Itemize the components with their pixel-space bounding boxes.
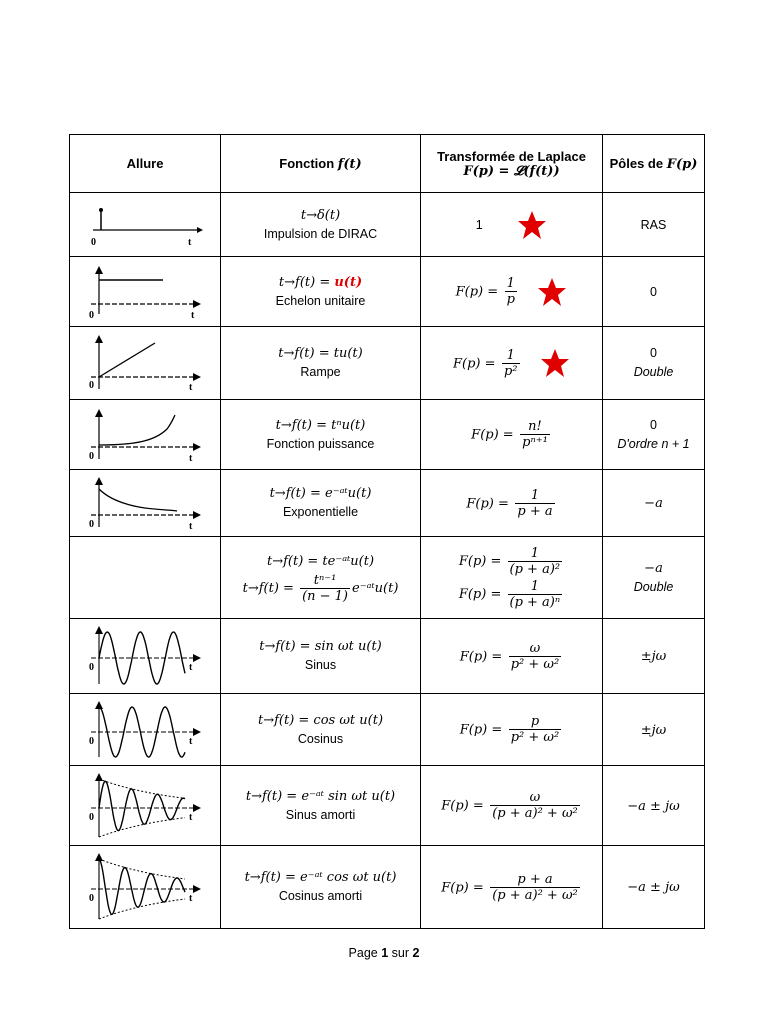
svg-text:t: t [189, 382, 193, 393]
fonction-cell: t→f(t) = e⁻ᵃᵗu(t) Exponentielle [221, 470, 421, 537]
fonction-cell: t→f(t) = sin ωt u(t) Sinus [221, 619, 421, 694]
transform-cell: F(p) = $\frac{1}{\text{(p + a)²}}$ F(p) = $\frac{1}{\text{(p + a)ⁿ}}$ [421, 537, 603, 619]
pole-cell: −a [603, 470, 705, 537]
header-fonction: Fonction f(t) [221, 135, 421, 193]
table-row [70, 537, 705, 619]
pole-cell: 0 [603, 257, 705, 327]
fonction-cell: t→δ(t) Impulsion de DIRAC [221, 193, 421, 257]
laplace-table [69, 134, 705, 929]
transform-cell: F(p) = $\frac{\omega}{\text{(p + a)² + ω²}}$ [421, 766, 603, 846]
graph-cosinus [70, 694, 221, 766]
graph-sinus [70, 619, 221, 694]
fonction-cell: t→f(t) = e⁻ᵃᵗ cos ωt u(t) Cosinus amorti [221, 846, 421, 929]
origin-label: 0 [89, 735, 94, 747]
t-label: t [189, 811, 193, 823]
origin-label: 0 [89, 811, 94, 823]
header-row [70, 135, 705, 193]
transform-cell: F(p) = $\frac{n!}{\text{pⁿ⁺¹}}$ [421, 400, 603, 470]
graph-dirac [70, 193, 221, 257]
svg-text:t: t [189, 521, 193, 531]
graph-puissance [70, 400, 221, 470]
pole-cell: 0 Double [603, 327, 705, 400]
graph-echelon [70, 257, 221, 327]
pole-cell: −a Double [603, 537, 705, 619]
fonction-cell: t→f(t) = e⁻ᵃᵗ sin ωt u(t) Sinus amorti [221, 766, 421, 846]
fonction-cell: t→f(t) = tu(t) Rampe [221, 327, 421, 400]
fonction-cell: t→f(t) = cos ωt u(t) Cosinus [221, 694, 421, 766]
table-row [70, 400, 705, 470]
transform-cell: F(p) = $\frac{1}{p}$ [421, 257, 603, 327]
pole-cell: RAS [603, 193, 705, 257]
t-label: t [188, 236, 192, 248]
pole-cell: 0 D'ordre n + 1 [603, 400, 705, 470]
table-row [70, 327, 705, 400]
svg-text:0: 0 [89, 380, 94, 391]
graph-rampe [70, 327, 221, 400]
table-row [70, 766, 705, 846]
origin-label: 0 [91, 236, 96, 248]
header-transformee: Transformée de Laplace F(p) = 𝓛(f(t)) [421, 135, 603, 193]
svg-text:t: t [189, 452, 193, 463]
table-row [70, 846, 705, 929]
table-row [70, 470, 705, 537]
table-row [70, 619, 705, 694]
table-row [70, 193, 705, 257]
graph-exponentielle [70, 470, 221, 537]
origin-label: 0 [89, 893, 94, 904]
transform-cell: F(p) = $\frac{1}{p + a}$ [421, 470, 603, 537]
transform-cell: F(p) = $\frac{p + a}{\text{(p + a)² + ω²}}$ [421, 846, 603, 929]
svg-text:t: t [191, 309, 195, 320]
graph-cosinus-amorti [70, 846, 221, 929]
svg-text:0: 0 [89, 519, 94, 530]
origin-label: 0 [89, 662, 94, 673]
table-row [70, 694, 705, 766]
fonction-cell: t→f(t) = tⁿu(t) Fonction puissance [221, 400, 421, 470]
fonction-cell: t→f(t) = u(t) Echelon unitaire [221, 257, 421, 327]
star-icon [537, 277, 567, 307]
pole-cell: ±jω [603, 619, 705, 694]
fonction-cell: t→f(t) = te⁻ᵃᵗu(t) t→f(t) = $\frac{\text{tⁿ⁻¹}}{(n - 1)}$ e⁻ᵃᵗu(t) [221, 537, 421, 619]
table-row [70, 257, 705, 327]
t-label: t [189, 735, 193, 747]
t-label: t [189, 662, 193, 673]
header-allure: Allure [70, 135, 221, 193]
transform-cell: F(p) = $\frac{\omega}{\text{p² + ω²}}$ [421, 619, 603, 694]
svg-text:0: 0 [89, 309, 94, 320]
star-icon [517, 210, 547, 240]
svg-text:0: 0 [89, 450, 94, 462]
transform-cell: 1 [421, 193, 603, 257]
transform-cell: F(p) = $\frac{p}{\text{p² + ω²}}$ [421, 694, 603, 766]
page-footer: Page 1 sur 2 [348, 946, 420, 960]
graph-empty [70, 537, 221, 619]
t-label: t [189, 893, 193, 904]
header-poles: Pôles de F(p) [603, 135, 705, 193]
pole-cell: ±jω [603, 694, 705, 766]
graph-sinus-amorti [70, 766, 221, 846]
pole-cell: −a ± jω [603, 846, 705, 929]
pole-cell: −a ± jω [603, 766, 705, 846]
transform-cell: F(p) = $\frac{1}{\text{p²}}$ [421, 327, 603, 400]
star-icon [540, 348, 570, 378]
